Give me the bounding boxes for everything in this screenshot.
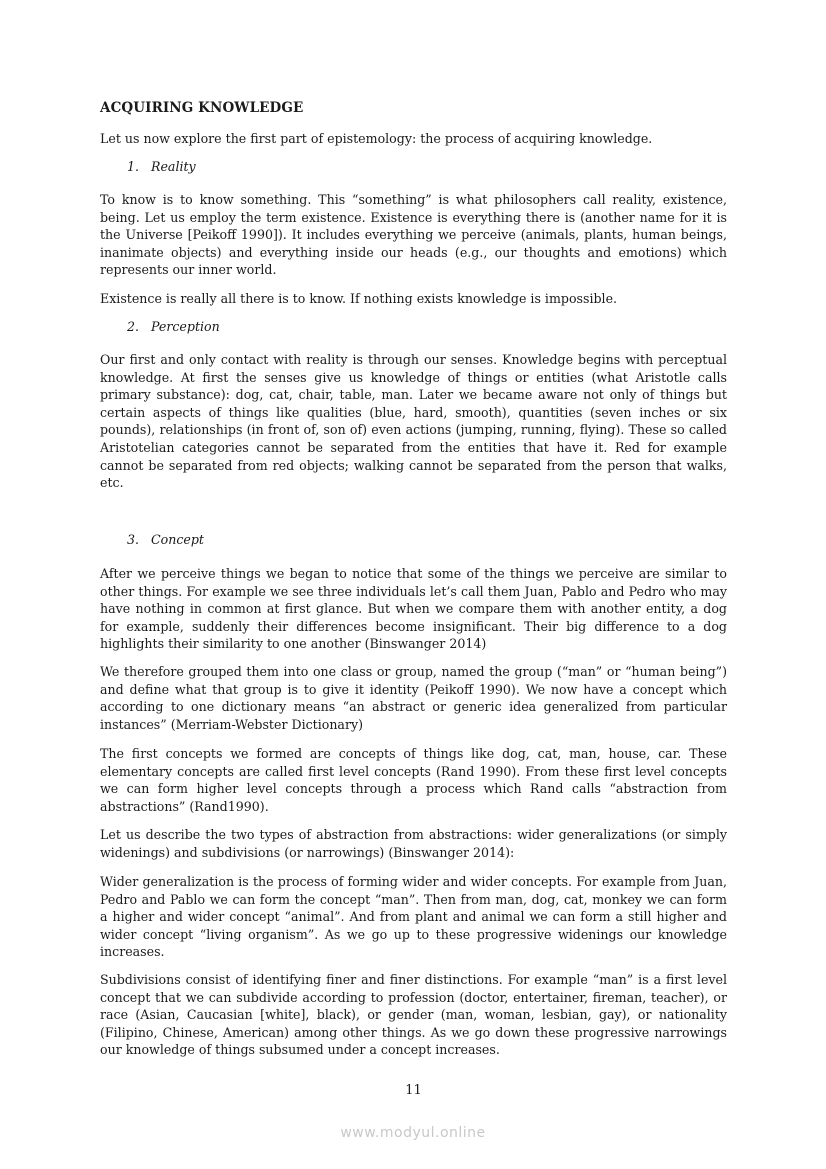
section-heading-concept	[127, 531, 204, 549]
concept-paragraph-4: Let us describe the two types of abstraction from abstractions: wider generalizations (or simply widenings) and subdivisions (or narrowings) (Binswanger 2014):	[100, 827, 727, 860]
perception-paragraph-1: Our first and only contact with reality is through our senses. Knowledge begins with perceptual knowledge. At first the senses give us knowledge of things or entities (what Aristotle calls primary substance): dog, cat, chair, table, man. Later we became aware not only of things but certain aspects of things like qualities (blue, hard, smooth), quantities (seven inches or six pounds), relationships (in front of, son of) even actions (jumping, running, flying). These so called Aristotelian categories cannot be separated from the entities that have it. Red for example cannot be separated from red objects; walking cannot be separated from the person that walks, etc.	[100, 352, 727, 491]
page-heading: ACQUIRING KNOWLEDGE	[100, 100, 304, 116]
section-title: Reality	[151, 159, 196, 174]
concept-paragraph-1: After we perceive things we began to notice that some of the things we perceive are similar to other things. For example we see three individuals let’s call them Juan, Pablo and Pedro who may have nothing in common at first glance. But when we compare them with another entity, a dog for example, suddenly their differences become insignificant. Their big difference to a dog highlights their similarity to one another (Binswanger 2014)	[100, 566, 727, 652]
section-heading-reality	[127, 158, 196, 176]
section-heading-perception	[127, 318, 220, 336]
watermark: www.modyul.online	[340, 1125, 486, 1141]
concept-paragraph-5: Wider generalization is the process of forming wider and wider concepts. For example from Juan, Pedro and Pablo we can form the concept “man”. Then from man, dog, cat, monkey we can form a higher and wider concept “animal”. And from plant and animal we can form a still higher and wider concept “living organism”. As we go up to these progressive widenings our knowledge increases.	[100, 874, 727, 960]
intro-paragraph: Let us now explore the first part of epistemology: the process of acquiring knowledge.	[100, 131, 653, 146]
reality-paragraph-1: To know is to know something. This “something” is what philosophers call reality, existence, being. Let us employ the term existence. Existence is everything there is (another name for it is the Universe [Peikoff 1990]). It includes everything we perceive (animals, plants, human beings, inanimate objects) and everything inside our heads (e.g., our thoughts and emotions) which represents our inner world.	[100, 192, 727, 278]
section-number: 1.	[127, 159, 140, 174]
section-title: Perception	[151, 319, 220, 334]
concept-paragraph-2: We therefore grouped them into one class or group, named the group (“man” or “human being”) and define what that group is to give it identity (Peikoff 1990). We now have a concept which according to one dictionary means “an abstract or generic idea generalized from particular instances” (Merriam-Webster Dictionary)	[100, 664, 727, 732]
section-number: 3.	[127, 532, 140, 547]
concept-paragraph-3: The first concepts we formed are concepts of things like dog, cat, man, house, car. These elementary concepts are called first level concepts (Rand 1990). From these first level concepts we can form higher level concepts through a process which Rand calls “abstraction from abstractions” (Rand1990).	[100, 746, 727, 814]
reality-paragraph-2: Existence is really all there is to know. If nothing exists knowledge is impossible.	[100, 291, 618, 306]
concept-paragraph-6: Subdivisions consist of identifying finer and finer distinctions. For example “man” is a first level concept that we can subdivide according to profession (doctor, entertainer, fireman, teacher), or race (Asian, Caucasian [white], black), or gender (man, woman, lesbian, gay), or nationality (Filipino, Chinese, American) among other things. As we go down these progressive narrowings our knowledge of things subsumed under a concept increases.	[100, 972, 727, 1058]
section-title: Concept	[151, 532, 204, 547]
section-number: 2.	[127, 319, 140, 334]
page-number: 11	[405, 1083, 422, 1098]
